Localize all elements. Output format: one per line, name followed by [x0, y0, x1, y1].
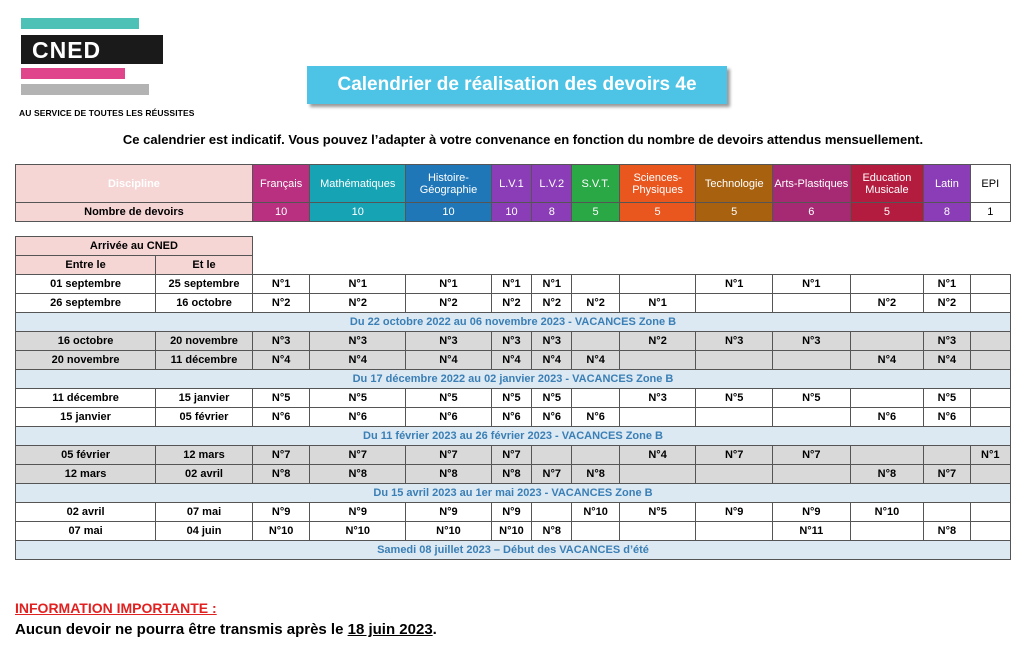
end-date: 11 décembre	[156, 351, 253, 370]
subject-header: Technologie	[696, 165, 773, 203]
assignment-cell: N°2	[532, 294, 572, 313]
vacation-row	[16, 313, 1011, 332]
end-date: 12 mars	[156, 446, 253, 465]
assignment-cell	[773, 465, 851, 484]
schedule-table	[15, 236, 1011, 560]
assignment-cell: N°3	[491, 332, 531, 351]
assignment-cell: N°8	[406, 465, 492, 484]
subject-count: 5	[850, 203, 924, 222]
assignment-cell	[572, 332, 619, 351]
assignment-cell: N°10	[572, 503, 619, 522]
logo-stripe-teal	[21, 18, 139, 29]
assignment-cell: N°8	[850, 465, 924, 484]
summary-table	[15, 164, 1011, 222]
assignment-cell: N°3	[924, 332, 970, 351]
assignment-cell	[572, 275, 619, 294]
assignment-cell: N°4	[924, 351, 970, 370]
assignment-cell: N°4	[572, 351, 619, 370]
assignment-cell	[696, 408, 773, 427]
assignment-cell: N°3	[696, 332, 773, 351]
assignment-cell: N°4	[619, 446, 696, 465]
assignment-cell: N°3	[773, 332, 851, 351]
assignment-cell: N°6	[532, 408, 572, 427]
assignment-cell: N°3	[619, 389, 696, 408]
arrival-header-row	[16, 237, 1011, 256]
subject-count: 10	[310, 203, 406, 222]
assignment-cell: N°9	[310, 503, 406, 522]
assignment-cell: N°8	[924, 522, 970, 541]
assignment-cell: N°8	[572, 465, 619, 484]
assignment-cell: N°7	[491, 446, 531, 465]
end-date: 25 septembre	[156, 275, 253, 294]
assignment-cell: N°1	[970, 446, 1010, 465]
page-subtitle: Ce calendrier est indicatif. Vous pouvez l’adapter à votre convenance en fonction du nombre de devoirs attendus mensuellement.	[122, 132, 924, 147]
assignment-cell: N°6	[572, 408, 619, 427]
start-date: 11 décembre	[16, 389, 156, 408]
assignment-cell	[572, 389, 619, 408]
assignment-cell: N°5	[532, 389, 572, 408]
logo-stripe-pink	[21, 68, 125, 79]
subject-header: L.V.1	[491, 165, 531, 203]
schedule-row	[16, 332, 1011, 351]
assignment-cell: N°2	[310, 294, 406, 313]
assignment-cell	[850, 332, 924, 351]
assignment-cell	[572, 522, 619, 541]
arrival-label: Arrivée au CNED	[16, 237, 253, 256]
start-date: 16 octobre	[16, 332, 156, 351]
assignment-cell: N°7	[252, 446, 309, 465]
assignment-cell	[850, 446, 924, 465]
start-date: 26 septembre	[16, 294, 156, 313]
end-date: 04 juin	[156, 522, 253, 541]
subject-header: Sciences-Physiques	[619, 165, 696, 203]
assignment-cell	[572, 446, 619, 465]
logo-wordmark	[21, 35, 163, 64]
assignment-cell	[619, 408, 696, 427]
end-date: 07 mai	[156, 503, 253, 522]
assignment-cell: N°9	[696, 503, 773, 522]
subject-header: Français	[252, 165, 309, 203]
assignment-cell: N°3	[310, 332, 406, 351]
assignment-cell	[850, 389, 924, 408]
assignment-cell: N°10	[850, 503, 924, 522]
assignment-cell	[850, 275, 924, 294]
assignment-cell: N°10	[310, 522, 406, 541]
start-date: 07 mai	[16, 522, 156, 541]
assignment-cell	[850, 522, 924, 541]
assignment-cell: N°5	[924, 389, 970, 408]
schedule-row	[16, 275, 1011, 294]
end-date: 05 février	[156, 408, 253, 427]
vacation-row	[16, 541, 1011, 560]
schedule-row	[16, 446, 1011, 465]
end-date: 16 octobre	[156, 294, 253, 313]
end-date: 15 janvier	[156, 389, 253, 408]
assignment-cell: N°4	[252, 351, 309, 370]
assignment-cell: N°6	[406, 408, 492, 427]
assignment-cell: N°2	[491, 294, 531, 313]
subject-count: 5	[696, 203, 773, 222]
info-sentence: Aucun devoir ne pourra être transmis après le	[15, 621, 348, 638]
vacation-row	[16, 370, 1011, 389]
assignment-cell: N°4	[850, 351, 924, 370]
subject-count: 6	[773, 203, 851, 222]
logo-tagline: AU SERVICE DE TOUTES LES RÉUSSITES	[19, 108, 195, 118]
between-label: Entre le	[16, 256, 156, 275]
count-row	[16, 203, 1011, 222]
subject-header: Latin	[924, 165, 970, 203]
info-end: .	[432, 621, 437, 638]
assignment-cell	[696, 465, 773, 484]
assignment-cell	[970, 522, 1010, 541]
assignment-cell: N°3	[252, 332, 309, 351]
schedule-row	[16, 389, 1011, 408]
assignment-cell	[970, 465, 1010, 484]
assignment-cell: N°7	[773, 446, 851, 465]
subject-count: 5	[619, 203, 696, 222]
assignment-cell: N°2	[850, 294, 924, 313]
assignment-cell: N°9	[252, 503, 309, 522]
assignment-cell	[970, 351, 1010, 370]
start-date: 12 mars	[16, 465, 156, 484]
subject-count: 8	[924, 203, 970, 222]
assignment-cell: N°2	[572, 294, 619, 313]
subject-header: Education Musicale	[850, 165, 924, 203]
assignment-cell	[924, 446, 970, 465]
vacation-label: Du 17 décembre 2022 au 02 janvier 2023 - VACANCES Zone B	[16, 370, 1011, 389]
assignment-cell	[532, 503, 572, 522]
start-date: 02 avril	[16, 503, 156, 522]
assignment-cell: N°7	[924, 465, 970, 484]
assignment-cell: N°8	[252, 465, 309, 484]
subject-count: 10	[252, 203, 309, 222]
assignment-cell: N°5	[696, 389, 773, 408]
assignment-cell: N°6	[310, 408, 406, 427]
discipline-label: Discipline	[16, 165, 253, 203]
assignment-cell	[696, 351, 773, 370]
assignment-cell	[970, 503, 1010, 522]
assignment-cell: N°2	[924, 294, 970, 313]
assignment-cell: N°1	[924, 275, 970, 294]
subject-count: 8	[532, 203, 572, 222]
assignment-cell: N°9	[406, 503, 492, 522]
assignment-cell: N°8	[491, 465, 531, 484]
vacation-row	[16, 484, 1011, 503]
schedule-row	[16, 408, 1011, 427]
schedule-row	[16, 465, 1011, 484]
assignment-cell: N°5	[310, 389, 406, 408]
assignment-cell: N°6	[924, 408, 970, 427]
assignment-cell: N°10	[491, 522, 531, 541]
assignment-cell	[773, 408, 851, 427]
assignment-cell: N°10	[406, 522, 492, 541]
subject-header: Histoire-Géographie	[406, 165, 492, 203]
assignment-cell	[619, 522, 696, 541]
start-date: 20 novembre	[16, 351, 156, 370]
assignment-cell	[619, 275, 696, 294]
assignment-cell: N°6	[491, 408, 531, 427]
assignment-cell: N°1	[252, 275, 309, 294]
end-date: 02 avril	[156, 465, 253, 484]
vacation-label: Du 22 octobre 2022 au 06 novembre 2023 - VACANCES Zone B	[16, 313, 1011, 332]
count-label: Nombre de devoirs	[16, 203, 253, 222]
schedule-row	[16, 522, 1011, 541]
assignment-cell: N°7	[310, 446, 406, 465]
info-heading: INFORMATION IMPORTANTE :	[15, 600, 217, 616]
assignment-cell: N°7	[696, 446, 773, 465]
schedule-row	[16, 351, 1011, 370]
assignment-cell: N°11	[773, 522, 851, 541]
vacation-label: Du 15 avril 2023 au 1er mai 2023 - VACANCES Zone B	[16, 484, 1011, 503]
assignment-cell	[773, 351, 851, 370]
subject-header: EPI	[970, 165, 1010, 203]
assignment-cell	[696, 522, 773, 541]
info-text	[15, 621, 437, 638]
assignment-cell: N°2	[406, 294, 492, 313]
end-date: 20 novembre	[156, 332, 253, 351]
assignment-cell: N°4	[491, 351, 531, 370]
assignment-cell: N°4	[532, 351, 572, 370]
assignment-cell: N°1	[406, 275, 492, 294]
assignment-cell: N°9	[773, 503, 851, 522]
assignment-cell: N°7	[406, 446, 492, 465]
subject-header: Arts-Plastiques	[773, 165, 851, 203]
discipline-row	[16, 165, 1011, 203]
subject-count: 10	[491, 203, 531, 222]
assignment-cell: N°1	[619, 294, 696, 313]
assignment-cell: N°10	[252, 522, 309, 541]
assignment-cell: N°5	[491, 389, 531, 408]
subject-count: 5	[572, 203, 619, 222]
assignment-cell: N°1	[696, 275, 773, 294]
assignment-cell	[970, 275, 1010, 294]
logo-name: CNED	[32, 37, 102, 63]
assignment-cell: N°9	[491, 503, 531, 522]
assignment-cell: N°1	[532, 275, 572, 294]
assignment-cell: N°7	[532, 465, 572, 484]
assignment-cell: N°1	[773, 275, 851, 294]
assignment-cell: N°4	[406, 351, 492, 370]
assignment-cell	[970, 408, 1010, 427]
assignment-cell: N°2	[252, 294, 309, 313]
logo-stripe-grey	[21, 84, 149, 95]
page-title: Calendrier de réalisation des devoirs 4e	[307, 66, 727, 104]
assignment-cell: N°5	[252, 389, 309, 408]
cned-logo	[18, 15, 195, 120]
assignment-cell	[773, 294, 851, 313]
assignment-cell	[970, 389, 1010, 408]
vacation-label: Du 11 février 2023 au 26 février 2023 - VACANCES Zone B	[16, 427, 1011, 446]
subject-header: Mathématiques	[310, 165, 406, 203]
assignment-cell	[696, 294, 773, 313]
subject-count: 10	[406, 203, 492, 222]
start-date: 15 janvier	[16, 408, 156, 427]
assignment-cell	[619, 465, 696, 484]
assignment-cell	[924, 503, 970, 522]
start-date: 05 février	[16, 446, 156, 465]
assignment-cell	[970, 332, 1010, 351]
assignment-cell	[619, 351, 696, 370]
info-deadline-date: 18 juin 2023	[347, 621, 433, 638]
assignment-cell	[532, 446, 572, 465]
vacation-label: Samedi 08 juillet 2023 – Début des VACANCES d’été	[16, 541, 1011, 560]
assignment-cell: N°1	[491, 275, 531, 294]
assignment-cell: N°4	[310, 351, 406, 370]
assignment-cell: N°6	[252, 408, 309, 427]
assignment-cell: N°3	[406, 332, 492, 351]
assignment-cell: N°6	[850, 408, 924, 427]
assignment-cell: N°5	[619, 503, 696, 522]
subject-header: L.V.2	[532, 165, 572, 203]
date-header-row	[16, 256, 1011, 275]
subject-count: 1	[970, 203, 1010, 222]
assignment-cell: N°1	[310, 275, 406, 294]
assignment-cell: N°2	[619, 332, 696, 351]
assignment-cell: N°3	[532, 332, 572, 351]
schedule-row	[16, 294, 1011, 313]
start-date: 01 septembre	[16, 275, 156, 294]
assignment-cell: N°5	[406, 389, 492, 408]
vacation-row	[16, 427, 1011, 446]
subject-header: S.V.T.	[572, 165, 619, 203]
assignment-cell	[970, 294, 1010, 313]
assignment-cell: N°8	[532, 522, 572, 541]
assignment-cell: N°5	[773, 389, 851, 408]
and-label: Et le	[156, 256, 253, 275]
schedule-row	[16, 503, 1011, 522]
assignment-cell: N°8	[310, 465, 406, 484]
